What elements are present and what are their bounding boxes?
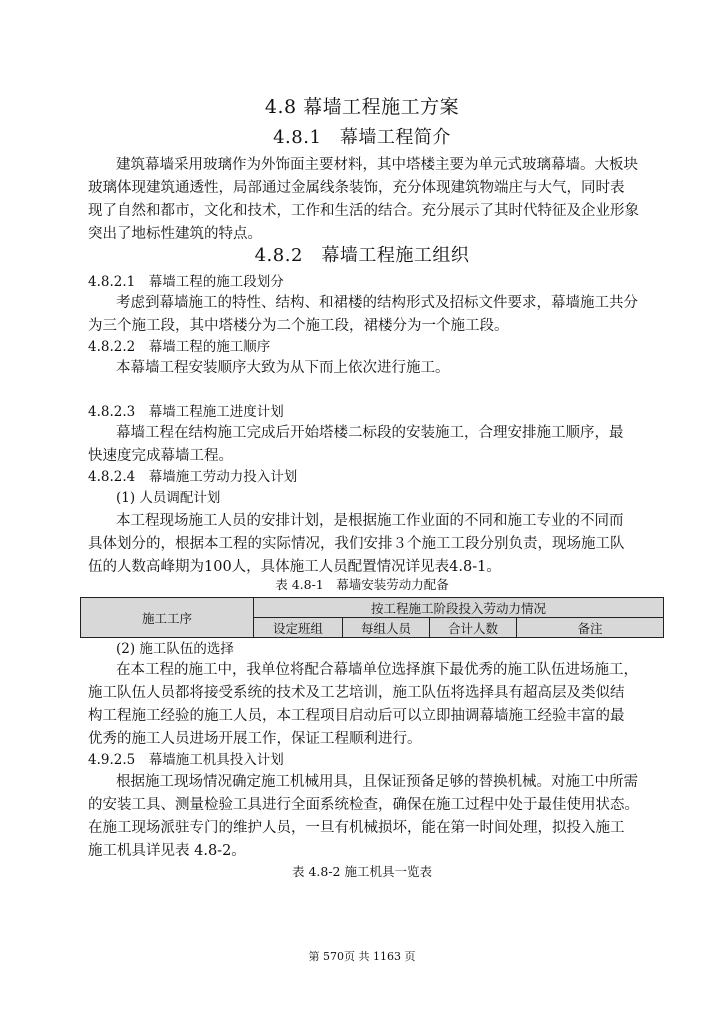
subsection-heading: 4.8.2.2 幕墙工程的施工顺序 (88, 339, 271, 355)
table-subheader: 每组人员 (343, 618, 430, 638)
paragraph-line: 施工队伍人员都将接受系统的技术及工艺培训，施工队伍将选择具有超高层及类似结 (88, 685, 625, 701)
paragraph-line: 考虑到幕墙施工的特性、结构、和裙楼的结构形式及招标文件要求，幕墙施工共分 (116, 295, 638, 311)
paragraph-line: 本幕墙工程安装顺序大致为从下而上依次进行施工。 (116, 360, 450, 376)
page-footer: 第 570页 共 1163 页 (308, 950, 416, 963)
section-heading-4-8-2: 4.8.2 幕墙工程施工组织 (254, 245, 470, 266)
paragraph-line: 在施工现场派驻专门的维护人员，一旦有机械损坏，能在第一时间处理，拟投入施工 (88, 820, 625, 836)
section-heading-4-8-1: 4.8.1 幕墙工程简介 (273, 127, 451, 148)
table-caption: 表 4.8-1 幕墙安装劳动力配备 (275, 577, 449, 592)
main-heading: 4.8 幕墙工程施工方案 (264, 96, 460, 118)
paragraph-line: 构工程施工经验的施工人员，本工程项目启动后可以立即抽调幕墙施工经验丰富的最 (88, 708, 625, 724)
paragraph-line: 为三个施工段，其中塔楼分为二个施工段，裙楼分为一个施工段。 (88, 318, 509, 334)
list-item-heading: (2) 施工队伍的选择 (116, 641, 234, 657)
paragraph-line: 快速度完成幕墙工程。 (88, 448, 233, 464)
subsection-heading: 4.9.2.5 幕墙施工机具投入计划 (88, 752, 284, 768)
paragraph-line: 优秀的施工人员进场开展工作，保证工程顺利进行。 (88, 731, 422, 747)
labor-table (80, 597, 664, 638)
paragraph-line: 施工机具详见表 4.8-2。 (88, 843, 246, 859)
table-subheader: 设定班组 (254, 618, 343, 638)
subsection-heading: 4.8.2.3 幕墙工程施工进度计划 (88, 404, 284, 420)
paragraph-line: 根据施工现场情况确定施工机械用具，且保证预备足够的替换机械。对施工中所需 (116, 774, 638, 790)
subsection-heading: 4.8.2.1 幕墙工程的施工段划分 (88, 274, 284, 290)
paragraph-line: 现了自然和都市，文化和技术，工作和生活的结合。充分展示了其时代特征及企业形象 (88, 203, 639, 219)
paragraph-line: 玻璃体现建筑通透性，局部通过金属线条装饰，充分体现建筑物端庄与大气，同时表 (88, 180, 625, 196)
paragraph-line: 建筑幕墙采用玻璃作为外饰面主要材料，其中塔楼主要为单元式玻璃幕墙。大板块 (116, 157, 638, 173)
table-subheader: 合计人数 (430, 618, 517, 638)
list-item-heading: (1) 人员调配计划 (116, 490, 221, 506)
table-caption: 表 4.8-2 施工机具一览表 (291, 864, 432, 879)
paragraph-line: 突出了地标性建筑的特点。 (88, 226, 262, 242)
table-subheader: 备注 (517, 618, 664, 638)
paragraph-line: 具体划分的，根据本工程的实际情况，我们安排３个施工工段分别负责，现场施工队 (88, 536, 625, 552)
table-header-group: 按工程施工阶段投入劳动力情况 (254, 598, 664, 618)
table-header-process: 施工工序 (81, 598, 254, 638)
paragraph-line: 的安装工具、测量检验工具进行全面系统检查，确保在施工过程中处于最佳使用状态。 (88, 797, 639, 813)
paragraph-line: 本工程现场施工人员的安排计划，是根据施工作业面的不同和施工专业的不同而 (116, 513, 624, 529)
paragraph-line: 伍的人数高峰期为100人，具体施工人员配置情况详见表4.8-1。 (88, 559, 501, 575)
paragraph-line: 在本工程的施工中，我单位将配合幕墙单位选择旗下最优秀的施工队伍进场施工， (116, 662, 638, 678)
subsection-heading: 4.8.2.4 幕墙施工劳动力投入计划 (88, 469, 298, 485)
paragraph-line: 幕墙工程在结构施工完成后开始塔楼二标段的安装施工，合理安排施工顺序，最 (116, 425, 624, 441)
